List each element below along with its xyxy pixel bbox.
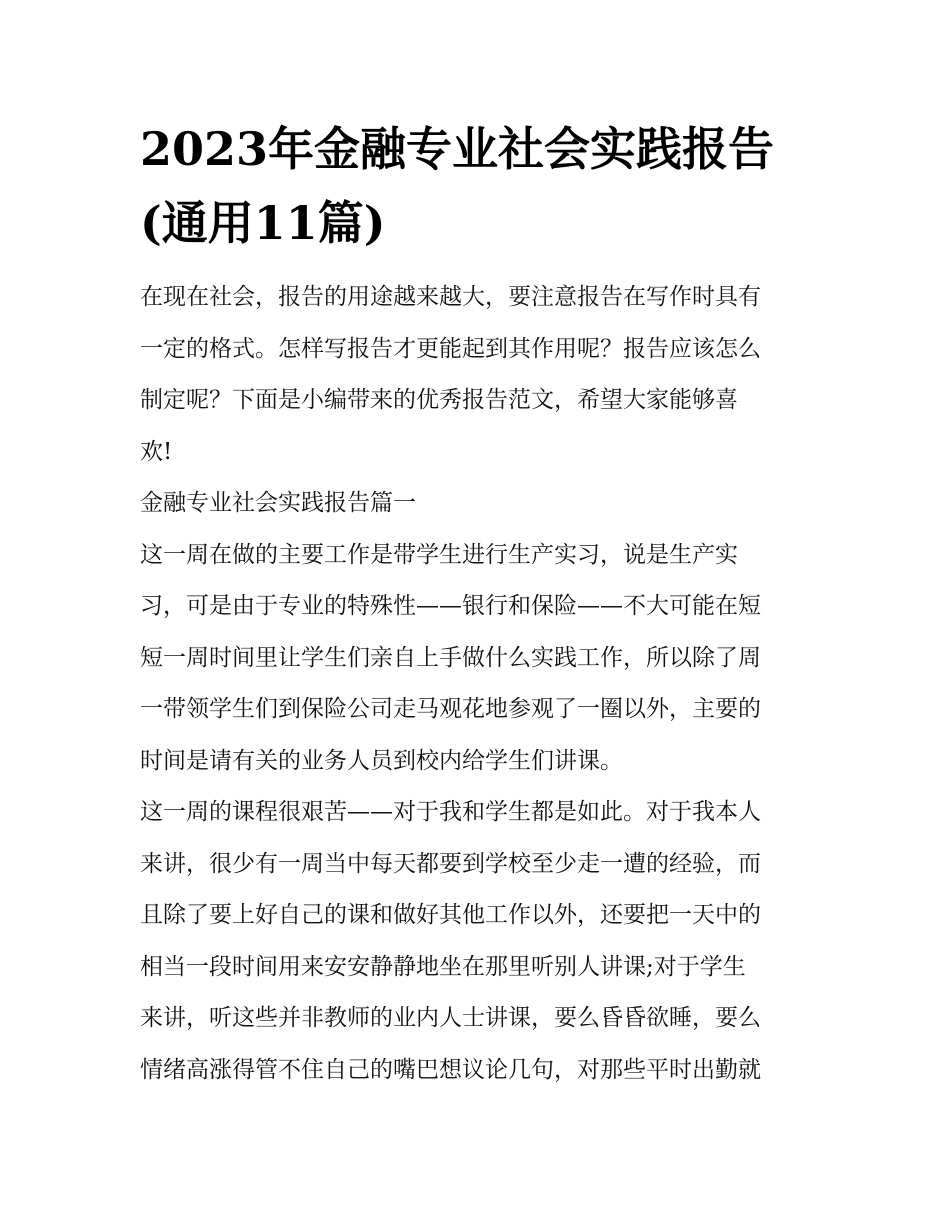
text-line: 在现在社会，报告的用途越来越大，要注意报告在写作时具有 — [140, 284, 761, 310]
document-content — [140, 112, 812, 1096]
body-paragraph-2 — [140, 787, 812, 1096]
text-line: 时间是请有关的业务人员到校内给学生们讲课。 — [140, 747, 623, 774]
section-heading — [140, 478, 812, 530]
text-line: 一定的格式。怎样写报告才更能起到其作用呢？报告应该怎么 — [140, 335, 761, 362]
title-line-1: 2023年金融专业社会实践报告 — [140, 122, 775, 176]
text-line: 情绪高涨得管不住自己的嘴巴想议论几句，对那些平时出勤就 — [140, 1056, 761, 1083]
text-line: 欢! — [140, 438, 173, 465]
title-line-2: (通用11篇) — [140, 196, 386, 250]
text-line: 短一周时间里让学生们亲自上手做什么实践工作，所以除了周 — [140, 644, 761, 671]
text-line: 习，可是由于专业的特殊性——银行和保险——不大可能在短 — [140, 593, 761, 619]
text-line: 制定呢？下面是小编带来的优秀报告范文，希望大家能够喜 — [140, 387, 738, 413]
document-title — [140, 112, 812, 260]
text-line: 这一周在做的主要工作是带学生进行生产实习，说是生产实 — [140, 541, 738, 568]
text-line: 且除了要上好自己的课和做好其他工作以外，还要把一天中的 — [140, 902, 761, 928]
text-line: 来讲，听这些并非教师的业内人士讲课，要么昏昏欲睡，要么 — [140, 1005, 761, 1031]
text-line: 这一周的课程很艰苦——对于我和学生都是如此。对于我本人 — [140, 799, 761, 825]
document-body — [140, 272, 812, 1096]
text-line: 来讲，很少有一周当中每天都要到学校至少走一遭的经验，而 — [140, 850, 761, 877]
text-line: 相当一段时间用来安安静静地坐在那里听别人讲课;对于学生 — [140, 953, 746, 980]
body-paragraph-1 — [140, 530, 812, 788]
intro-paragraph — [140, 272, 812, 478]
section-heading-text: 金融专业社会实践报告篇一 — [140, 490, 416, 516]
text-line: 一带领学生们到保险公司走马观花地参观了一圈以外，主要的 — [140, 696, 761, 722]
